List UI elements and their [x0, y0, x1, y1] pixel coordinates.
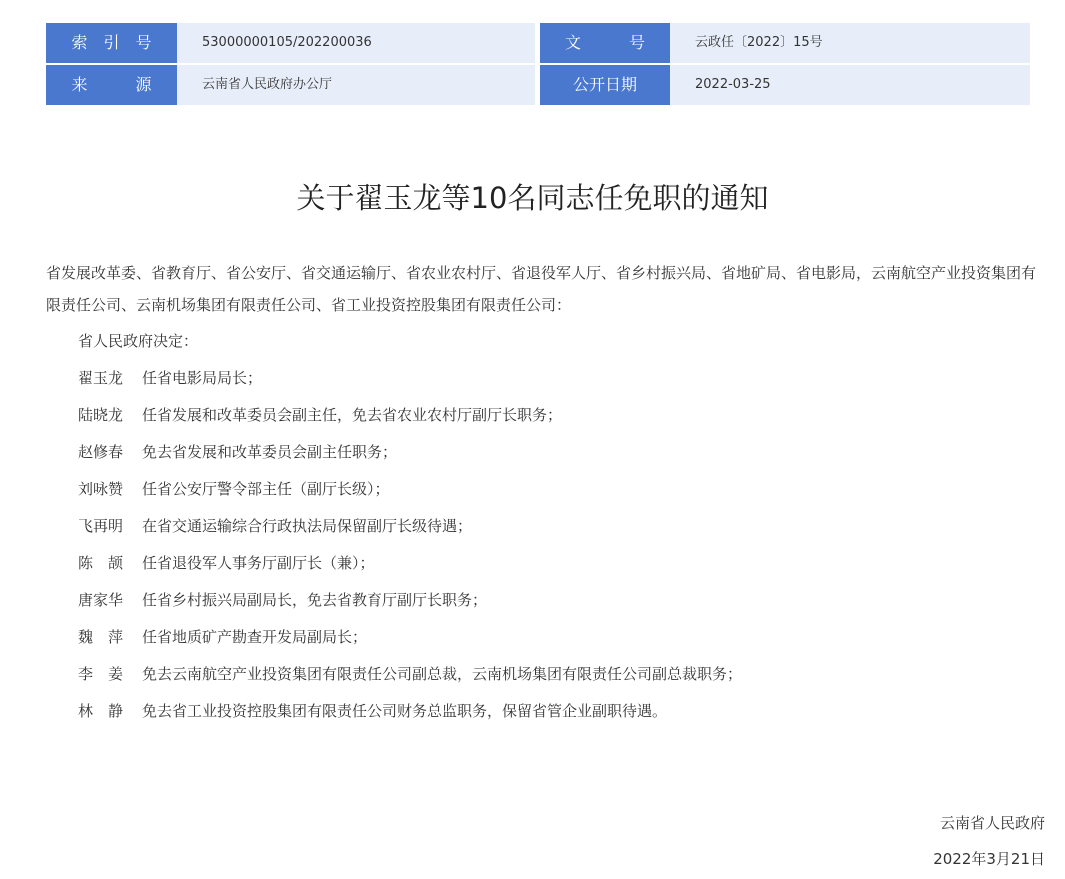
document-number-value: 云政任〔2022〕15号 — [670, 23, 1030, 63]
appointment-row — [78, 552, 375, 573]
signature-date: 2022年3月21日 — [933, 850, 1045, 868]
index-number-label: 索 引 号 — [46, 23, 177, 63]
appointment-text: 免去省工业投资控股集团有限责任公司财务总监职务，保留省管企业副职待遇。 — [142, 702, 668, 720]
person-name: 刘咏赞 — [78, 480, 124, 498]
person-name: 翟玉龙 — [78, 369, 124, 387]
publish-date-value: 2022-03-25 — [670, 65, 1030, 105]
appointment-text: 在省交通运输综合行政执法局保留副厅长级待遇； — [142, 517, 473, 535]
source-label: 来 源 — [46, 65, 177, 105]
appointment-row — [78, 589, 487, 610]
appointment-text: 任省退役军人事务厅副厅长（兼）； — [142, 554, 375, 572]
appointment-row — [78, 515, 472, 536]
recipients-paragraph: 省发展改革委、省教育厅、省公安厅、省交通运输厅、省农业农村厅、省退役军人厅、省乡村振兴局、省地矿局、省电影局，云南航空产业投资集团有限责任公司、云南机场集团有限责任公司、省工业投资控股集团有限责任公司： — [46, 264, 1037, 314]
appointment-row — [78, 478, 390, 499]
appointment-text: 任省电影局局长； — [142, 369, 263, 387]
meta-row-2 — [46, 65, 1030, 105]
document-number-label: 文 号 — [540, 23, 670, 63]
document-title: 关于翟玉龙等10名同志任免职的通知 — [296, 181, 769, 215]
appointment-text: 免去省发展和改革委员会副主任职务； — [142, 443, 398, 461]
person-name: 林 静 — [78, 702, 124, 720]
person-name: 唐家华 — [78, 591, 124, 609]
person-name: 陆晓龙 — [78, 406, 124, 424]
meta-row-1 — [46, 23, 1030, 63]
publish-date-label: 公开日期 — [540, 65, 670, 105]
appointment-text: 免去云南航空产业投资集团有限责任公司副总裁，云南机场集团有限责任公司副总裁职务； — [142, 665, 743, 683]
appointment-row — [78, 367, 262, 388]
person-name: 陈 颉 — [78, 554, 124, 572]
signature-org: 云南省人民政府 — [939, 814, 1045, 832]
decision-intro: 省人民政府决定： — [78, 332, 199, 350]
appointment-text: 任省发展和改革委员会副主任，免去省农业农村厅副厅长职务； — [142, 406, 563, 424]
person-name: 飞再明 — [78, 517, 124, 535]
appointment-text: 任省公安厅警令部主任（副厅长级）； — [142, 480, 390, 498]
person-name: 李 姜 — [78, 665, 124, 683]
appointment-row — [78, 663, 742, 684]
index-number-value: 53000000105/202200036 — [177, 23, 535, 63]
source-value: 云南省人民政府办公厅 — [177, 65, 535, 105]
appointment-text: 任省乡村振兴局副局长，免去省教育厅副厅长职务； — [142, 591, 488, 609]
appointment-row — [78, 626, 367, 647]
person-name: 赵修春 — [78, 443, 124, 461]
appointment-row — [78, 441, 397, 462]
appointment-text: 任省地质矿产勘查开发局副局长； — [142, 628, 368, 646]
appointment-row — [78, 404, 562, 425]
appointment-row — [78, 700, 667, 721]
person-name: 魏 萍 — [78, 628, 124, 646]
